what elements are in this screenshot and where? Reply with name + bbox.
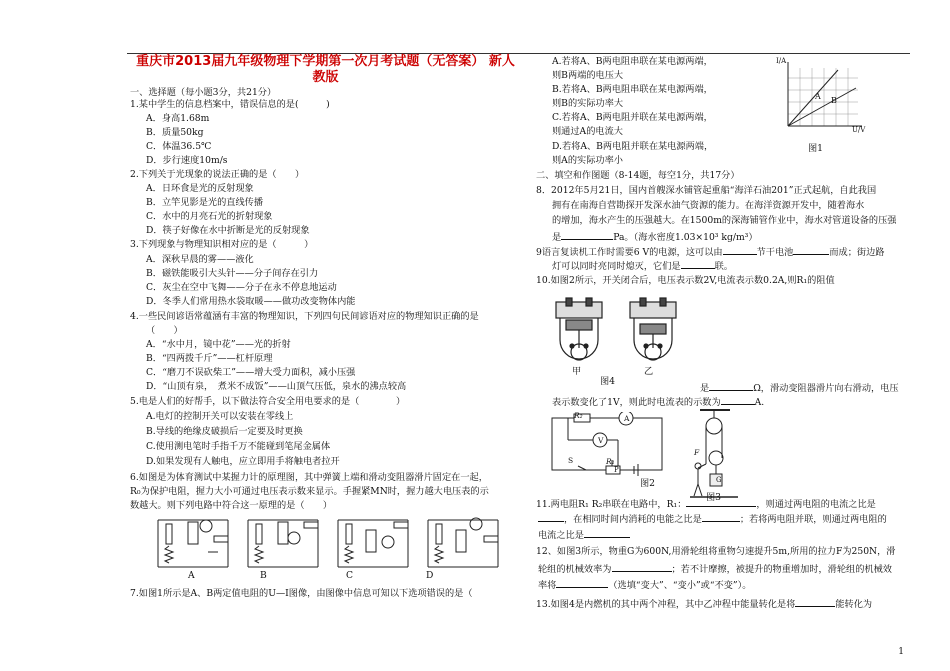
- fig2-label-r2: R₂: [574, 411, 583, 420]
- question-8-line-3: 的增加，海水产生的压强越大。在1500m的深海铺管作业中，海水对管道设备的压强: [552, 215, 897, 226]
- q13-blank-1[interactable]: [795, 597, 835, 607]
- fig1-series-b-label: B: [831, 96, 837, 105]
- figure-4-engine-strokes: [552, 296, 692, 376]
- question-10-line-1: 10.如图2所示，开关闭合后，电压表示数2V,电流表示数0.2A,则R₁的阻值: [536, 275, 835, 286]
- q12-text-d: （选填“变大”、“变小”或“不变”）。: [608, 580, 752, 591]
- circuit-d: [428, 518, 498, 567]
- fig1-series-a-label: A: [815, 92, 821, 101]
- q9-text-b: 节干电池: [756, 247, 794, 258]
- q10-blank-2[interactable]: [721, 395, 755, 405]
- q11-text-b: ，则通过两电阻的电流之比是: [756, 499, 876, 510]
- q7-option-c-line-2: 则通过A的电流大: [552, 126, 623, 137]
- q12-blank-2[interactable]: [556, 578, 608, 588]
- fig2-label-r1: R₁: [606, 457, 615, 466]
- q7-option-c-line-1: C.若将A、B两电阻并联在某电源两端，: [552, 112, 713, 123]
- question-12-line-3: [538, 578, 751, 592]
- q11-blank-1[interactable]: [686, 497, 756, 507]
- fig2-label-v: V: [598, 436, 604, 445]
- question-8-line-4: [552, 230, 758, 244]
- question-10-line-3: [552, 395, 764, 409]
- q12-text-a: 轮组的机械效率为: [538, 564, 612, 575]
- question-11-line-1: [536, 497, 876, 511]
- q12-text-b: ；若不计摩擦，被提升的物重增加时，滑轮组的机械效: [671, 564, 892, 575]
- question-3: 3.下列现象与物理知识相对应的是（ ）: [130, 239, 314, 250]
- question-2: 2.下列关于光现象的说法正确的是（ ）: [130, 169, 305, 180]
- q9-text-e: 联。: [714, 261, 733, 272]
- question-12-line-2: [538, 562, 892, 576]
- question-5: 5.电是人们的好帮手，以下做法符合安全用电要求的是（ ）: [130, 396, 406, 407]
- fig2-label-a: A: [624, 414, 630, 423]
- q6-label-b: B: [260, 570, 267, 581]
- q11-blank-4[interactable]: [584, 528, 630, 538]
- q1-option-c: C．体温36.5℃: [146, 141, 212, 152]
- q2-option-a: A．日环食是光的反射现象: [146, 183, 254, 194]
- q11-text-a: 11.两电阻R₁ R₂串联在电路中，R₁：: [536, 499, 687, 510]
- fig1-x-axis-label: U/V: [852, 126, 866, 134]
- q11-text-d: ；若将两电阻并联，则通过两电阻的: [739, 514, 887, 525]
- question-13: [536, 597, 872, 611]
- q8-text-a: 是: [552, 232, 562, 243]
- figure-2-caption: 图2: [640, 478, 656, 489]
- page-title: [128, 54, 523, 86]
- question-4-line-2: （ ）: [146, 325, 183, 336]
- q2-option-c: C．水中的月亮石光的折射现象: [146, 211, 273, 222]
- q7-option-a-line-2: 则B两端的电压大: [552, 70, 624, 81]
- fig2-label-s: S: [568, 456, 574, 465]
- q3-option-c: C．灰尘在空中飞舞——分子在永不停息地运动: [146, 282, 337, 293]
- q11-text-c: ，在相同时间内消耗的电能之比是: [564, 514, 702, 525]
- fig3-label-f: F: [694, 448, 700, 457]
- q9-blank-2[interactable]: [793, 245, 829, 255]
- q9-text-a: 9语言复读机工作时需要6 V的电源，这可以由: [536, 247, 723, 258]
- question-9-line-2: [552, 259, 733, 273]
- q4-option-a: A．“水中月，镜中花”——光的折射: [146, 339, 291, 350]
- q1-option-b: B．质量50kg: [146, 127, 204, 138]
- fig3-label-g: G: [716, 476, 722, 484]
- page-number: 1: [898, 647, 904, 657]
- q11-text-e: 电流之比是: [538, 530, 584, 541]
- q3-option-d: D．冬季人们常用热水袋取暖——做功改变物体内能: [146, 296, 356, 307]
- engine-jia: [556, 298, 602, 360]
- q9-text-d: 灯可以同时亮同时熄灭，它们是: [552, 261, 681, 272]
- q3-option-a: A．深秋早晨的雾——液化: [146, 254, 254, 265]
- fig2-label-p: P: [614, 466, 619, 474]
- q6-label-c: C: [346, 570, 354, 581]
- q4-option-b: B．“四两拨千斤”——杠杆原理: [146, 353, 273, 364]
- q7-option-d-line-2: 则A的实际功率小: [552, 155, 623, 166]
- q2-option-b: B．立竿见影是光的直线传播: [146, 197, 264, 208]
- q10-text-c: 表示数变化了1V，则此时电流表的示数为: [552, 397, 721, 408]
- title-line-1: 重庆市2013届九年级物理下学期第一次月考试题（无答案） 新人: [136, 54, 515, 69]
- q10-text-a: 是: [700, 383, 710, 394]
- question-7: 7.如图1所示是A、B两定值电阻的U—I图像，由图像中信息可知以下选项错误的是（: [130, 588, 473, 599]
- q10-text-b: Ω，滑动变阻器滑片向右滑动，电压: [753, 383, 899, 394]
- fig4-label-jia: 甲: [572, 366, 582, 377]
- question-6-line-3: 数越大。则下列电路中符合这一原理的是（ ）: [130, 500, 333, 511]
- question-11-line-3: [538, 528, 630, 542]
- q1-option-d: D．步行速度10m/s: [146, 155, 228, 166]
- q9-text-c: 而成；街边路: [829, 247, 885, 258]
- q9-blank-3[interactable]: [681, 259, 715, 269]
- q11-blank-3[interactable]: [702, 512, 740, 522]
- q8-answer-blank[interactable]: [561, 230, 613, 240]
- q5-option-d: D.如果发现有人触电，应立即用手将触电者拉开: [146, 456, 340, 467]
- fig4-label-yi: 乙: [644, 366, 654, 377]
- q4-option-d: D．“山顶有泉， 煮米不成饭”——山顶气压低，泉水的沸点较高: [146, 381, 407, 392]
- question-1: 1.某中学生的信息档案中，错误信息的是( ): [130, 99, 330, 110]
- q2-option-d: D．筷子好像在水中折断是光的反射现象: [146, 225, 310, 236]
- q7-option-d-line-1: D.若将A、B两电阻并联在某电源两端，: [552, 141, 714, 152]
- q9-blank-1[interactable]: [723, 245, 757, 255]
- q5-option-b: B.导线的绝缘皮破损后一定要及时更换: [146, 426, 303, 437]
- question-6-line-1: 6.如图是为体育测试中某握力计的原理图，其中弹簧上端和滑动变阻器滑片固定在一起，: [130, 472, 488, 483]
- q12-blank-1[interactable]: [612, 562, 672, 572]
- question-11-line-2: [538, 512, 887, 526]
- figure-3-caption: 图3: [706, 492, 722, 503]
- question-6-line-2: R₀为保护电阻，握力大小可通过电压表示数来显示。手握紧MN时，握力越大电压表的示: [130, 486, 489, 497]
- q4-option-c: C．“磨刀不误砍柴工”——增大受力面积，减小压强: [146, 367, 356, 378]
- section-1-heading: 一、选择题（每小题3分，共21分）: [130, 87, 277, 98]
- q3-option-b: B．磁铁能吸引大头针——分子间存在引力: [146, 268, 319, 279]
- figure-4-caption: 图4: [600, 376, 616, 387]
- q5-option-c: C.使用测电笔时手指千万不能碰到笔尾金属体: [146, 441, 331, 452]
- q6-label-d: D: [426, 570, 434, 581]
- engine-yi: [630, 298, 676, 360]
- q7-option-b-line-2: 则B的实际功率大: [552, 98, 624, 109]
- q11-blank-2[interactable]: [538, 512, 564, 522]
- q1-option-a: A．身高1.68m: [146, 113, 210, 124]
- q13-text-a: 13.如图4是内燃机的其中两个冲程，其中乙冲程中能量转化是将: [536, 599, 796, 610]
- q10-text-d: A.: [754, 397, 765, 408]
- question-4-line-1: 4.一些民间谚语常蕴涵有丰富的物理知识，下列四句民间谚语对应的物理知识正确的是: [130, 311, 479, 322]
- figure-2-circuit: [548, 412, 666, 476]
- q13-text-b: 能转化为: [835, 599, 873, 610]
- q8-text-b: Pa。（海水密度1.03×10³ kg/m³）: [613, 232, 758, 243]
- question-8-line-1: 8．2012年5月21日，国内首艘深水铺管起重船“海洋石油201”正式起航，自此我国: [536, 185, 877, 196]
- circuit-b: [248, 520, 318, 567]
- fig1-line-b: [788, 88, 856, 126]
- question-12-line-1: 12、如图3所示，物重G为600N,用滑轮组将重物匀速提升5m,所用的拉力F为250N，滑: [536, 546, 896, 557]
- question-9-line-1: [536, 245, 885, 259]
- question-10-line-2: [700, 381, 899, 395]
- title-line-2: 教版: [312, 70, 339, 85]
- q7-option-a-line-1: A.若将A、B两电阻串联在某电源两端，: [552, 56, 713, 67]
- question-8-line-2: 拥有在南海自营勘探开发深水油气资源的能力。在海洋资源开发中，随着海水: [552, 200, 865, 211]
- figure-1-caption: 图1: [808, 143, 824, 154]
- q12-text-c: 率将: [538, 580, 557, 591]
- circuit-a: [158, 520, 228, 567]
- section-2-heading: 二、填空和作图题（8-14题，每空1分，共17分）: [536, 170, 740, 181]
- q6-circuit-diagrams: [148, 512, 508, 582]
- q6-label-a: A: [188, 570, 195, 581]
- q7-option-b-line-1: B.若将A、B两电阻串联在某电源两端，: [552, 84, 713, 95]
- fig1-y-axis-label: I/A: [776, 57, 787, 65]
- q10-blank-1[interactable]: [709, 381, 753, 391]
- circuit-c: [338, 520, 408, 567]
- q5-option-a: A.电灯的控制开关可以安装在零线上: [146, 411, 294, 422]
